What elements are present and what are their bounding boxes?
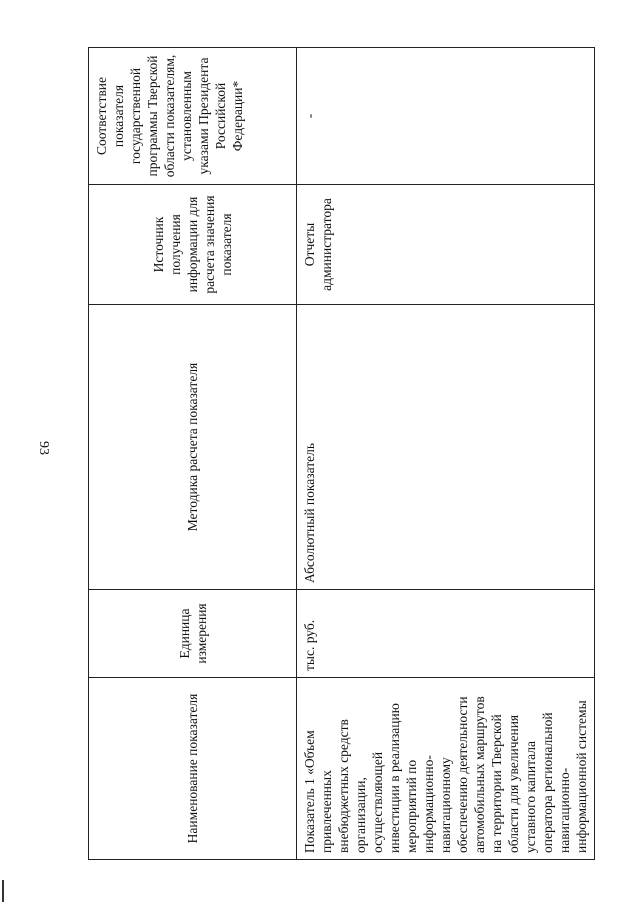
- header-method: Методика расчета показателя: [89, 305, 297, 590]
- table-rotation-frame: [88, 48, 589, 860]
- table-header-row: [89, 48, 297, 860]
- header-compliance: Соответствие показателя государственной программы Тверской области показателям, установленным указами Президента Российской Федерации*: [89, 48, 297, 185]
- cell-indicator-name: Показатель 1 «Объем привлеченных внебюджетных средств организации, осуществляющей инвестиции в реализацию мероприятий по информационно-навигационному обеспечению деятельности автомобильных маршрутов на территории Тверской области для увеличения уставного капитала оператора региональной навигационно-информационной системы: [297, 678, 595, 860]
- cell-method: Абсолютный показатель: [297, 305, 595, 590]
- page-number: 93: [36, 441, 51, 455]
- header-unit: Единица измерения: [89, 590, 297, 678]
- margin-mark: [2, 880, 4, 902]
- indicator-table: [88, 47, 595, 860]
- table-sheet: [88, 48, 589, 860]
- table-row: [297, 48, 595, 860]
- cell-compliance: -: [297, 48, 595, 185]
- cell-source: Отчеты администратора: [297, 185, 595, 305]
- cell-unit: тыс. руб.: [297, 590, 595, 678]
- header-indicator-name: Наименование показателя: [89, 678, 297, 860]
- header-source: Источник получения информации для расчета значения показателя: [89, 185, 297, 305]
